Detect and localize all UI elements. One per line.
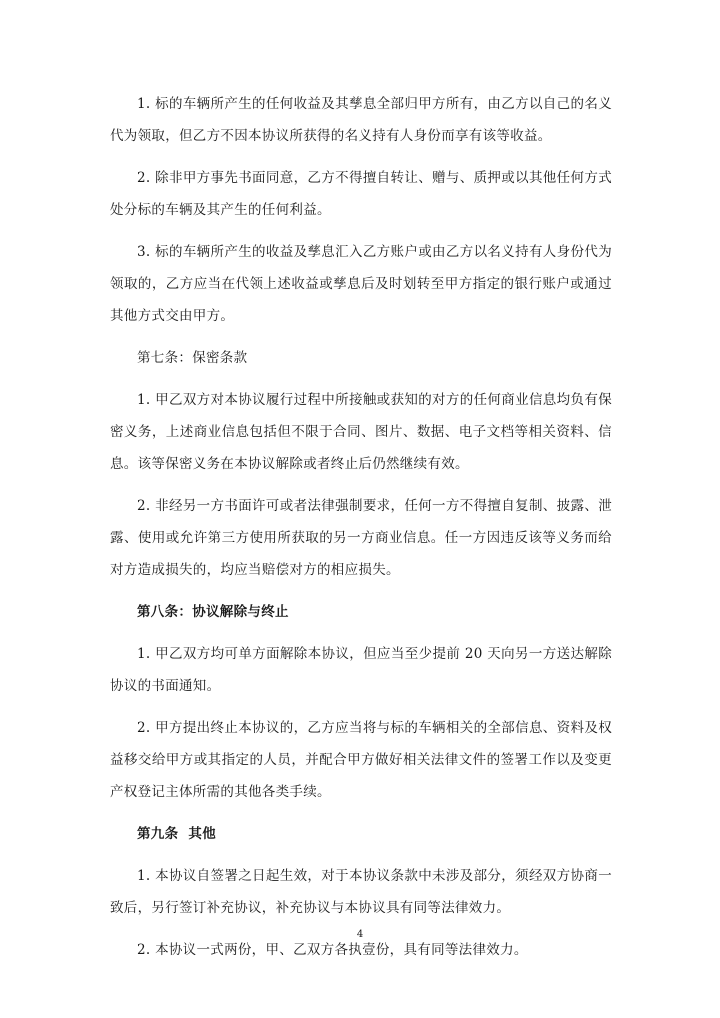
item-number: 2. bbox=[137, 942, 151, 958]
document-body bbox=[110, 88, 612, 966]
item-text: 甲乙双方均可单方面解除本协议，但应当至少提前 20 天向另一方送达解除协议的书面通知。 bbox=[110, 646, 613, 694]
item-text: 非经另一方书面许可或者法律强制要求，任何一方不得擅自复制、披露、泄露、使用或允许第三方使用所获取的另一方商业信息。任一方因违反该等义务而给对方造成损失的，均应当赔偿对方的相应损失。 bbox=[110, 498, 612, 578]
item-number: 2. bbox=[137, 498, 151, 514]
item-text: 本协议一式两份，甲、乙双方各执壹份，具有同等法律效力。 bbox=[155, 942, 528, 958]
item-text: 本协议自签署之日起生效，对于本协议条款中未涉及部分，须经双方协商一致后，另行签订补充协议，补充协议与本协议具有同等法律效力。 bbox=[110, 868, 612, 916]
item-text: 除非甲方事先书面同意，乙方不得擅自转让、赠与、质押或以其他任何方式处分标的车辆及其产生的任何利益。 bbox=[110, 170, 612, 218]
clause-8-item-2 bbox=[110, 712, 612, 808]
item-text: 甲乙双方对本协议履行过程中所接触或获知的对方的任何商业信息均负有保密义务，上述商业信息包括但不限于合同、图片、数据、电子文档等相关资料、信息。该等保密义务在本协议解除或者终止后仍然继续有效。 bbox=[110, 392, 612, 472]
item-text: 标的车辆所产生的收益及孳息汇入乙方账户或由乙方以名义持有人身份代为领取的，乙方应当在代领上述收益或孳息后及时划转至甲方指定的银行账户或通过其他方式交由甲方。 bbox=[110, 244, 612, 324]
clause-7-item-1 bbox=[110, 384, 612, 480]
item-number: 3. bbox=[137, 244, 151, 260]
section-heading-9: 第九条 其他 bbox=[137, 826, 216, 842]
clause-6-item-1 bbox=[110, 88, 612, 152]
clause-6-item-2 bbox=[110, 162, 612, 226]
clause-6-item-3 bbox=[110, 236, 612, 332]
item-text: 标的车辆所产生的任何收益及其孳息全部归甲方所有，由乙方以自己的名义代为领取，但乙方不因本协议所获得的名义持有人身份而享有该等收益。 bbox=[110, 96, 612, 144]
clause-7-item-2 bbox=[110, 490, 612, 586]
item-number: 1. bbox=[137, 868, 151, 884]
item-number: 2. bbox=[137, 720, 151, 736]
item-number: 1. bbox=[137, 646, 151, 662]
section-heading-7: 第七条：保密条款 bbox=[137, 350, 248, 366]
item-number: 2. bbox=[137, 170, 151, 186]
item-number: 1. bbox=[137, 392, 151, 408]
section-heading-8: 第八条：协议解除与终止 bbox=[137, 604, 289, 620]
item-number: 1. bbox=[137, 96, 151, 112]
page-number: 4 bbox=[356, 929, 364, 940]
item-text: 甲方提出终止本协议的，乙方应当将与标的车辆相关的全部信息、资料及权益移交给甲方或其指定的人员，并配合甲方做好相关法律文件的签署工作以及变更产权登记主体所需的其他各类手续。 bbox=[110, 720, 612, 800]
clause-8-item-1 bbox=[110, 638, 612, 702]
clause-9-item-1 bbox=[110, 860, 612, 924]
